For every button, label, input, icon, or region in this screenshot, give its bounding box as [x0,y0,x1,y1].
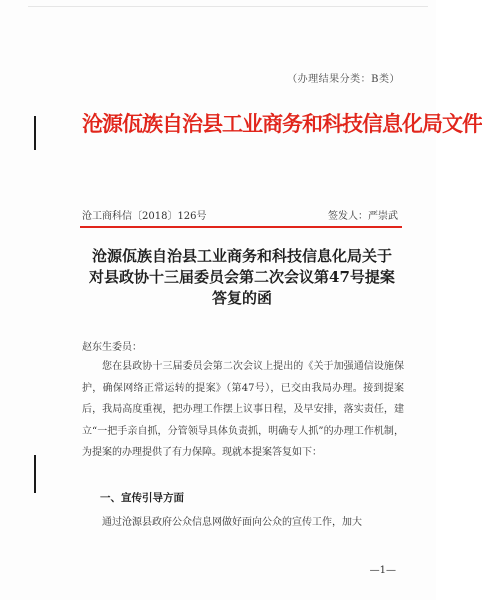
document-number: 沧工商科信〔2018〕126号 [82,211,207,222]
issuer-red-header: 沧源佤族自治县工业商务和科技信息化局文件 [82,111,482,136]
binding-mark [34,116,36,150]
scan-edge-line [28,6,428,7]
page-number: —1— [369,565,396,576]
salutation: 赵东生委员： [82,342,142,353]
document-title [72,246,412,309]
paragraph: 您在县政协十三届委员会第二次会议上提出的《关于加强通信设施保护，确保网络正常运转的提案》（第47号），已交由我局办理。接到提案后，我局高度重视，把办理工作摆上议事日程，及早安排，落实责任，建立“一把手亲自抓，分管领导具体负责抓，明确专人抓”的办理工作机制，为提案的办理提供了有力保障。现就本提案答复如下： [82,361,404,458]
paragraph: 通过沧源县政府公众信息网做好面向公众的宣传工作，加大 [102,517,362,528]
binding-mark [34,455,36,493]
section-heading: 一、宣传引导方面 [100,492,184,504]
title-line: 对县政协十三届委员会第二次会议第47号提案 [89,268,395,286]
red-separator-line [80,226,402,228]
body-text [82,356,404,464]
title-line: 沧源佤族自治县工业商务和科技信息化局关于 [91,247,392,265]
title-line: 答复的函 [211,289,272,307]
signer-label: 签发人：严崇武 [328,211,398,222]
classification-label: （办理结果分类：B类） [287,74,400,85]
